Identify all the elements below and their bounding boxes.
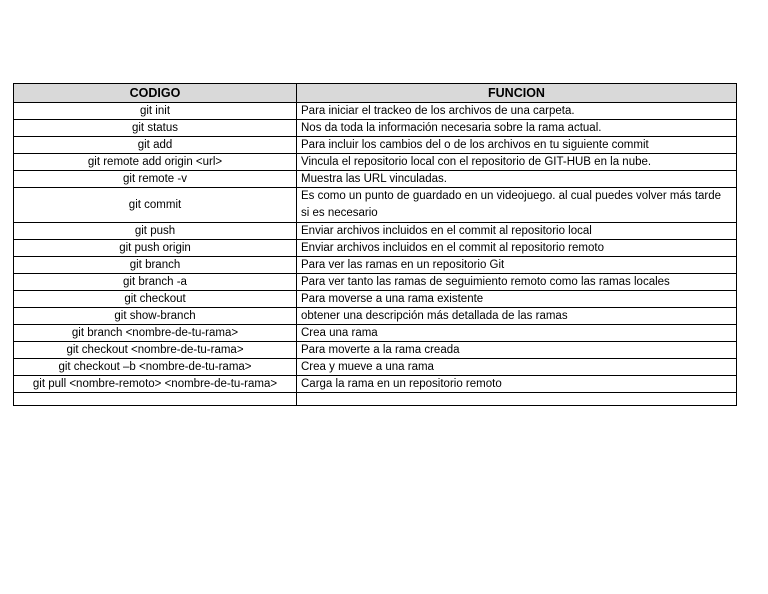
code-cell[interactable]: git checkout –b <nombre-de-tu-rama> xyxy=(14,359,297,376)
function-cell[interactable]: Para moverte a la rama creada xyxy=(297,342,737,359)
function-cell[interactable]: Para ver las ramas en un repositorio Git xyxy=(297,257,737,274)
git-commands-table xyxy=(13,83,737,406)
table-row xyxy=(14,308,737,325)
function-cell[interactable]: Enviar archivos incluidos en el commit al repositorio remoto xyxy=(297,240,737,257)
table-row xyxy=(14,171,737,188)
function-cell[interactable]: Muestra las URL vinculadas. xyxy=(297,171,737,188)
code-cell[interactable]: git remote -v xyxy=(14,171,297,188)
function-cell[interactable]: Crea una rama xyxy=(297,325,737,342)
code-cell[interactable]: git checkout <nombre-de-tu-rama> xyxy=(14,342,297,359)
empty-code-cell[interactable] xyxy=(14,393,297,406)
table-row xyxy=(14,274,737,291)
table-row xyxy=(14,342,737,359)
table-row xyxy=(14,154,737,171)
table-row xyxy=(14,325,737,342)
function-cell[interactable]: Para ver tanto las ramas de seguimiento remoto como las ramas locales xyxy=(297,274,737,291)
function-cell[interactable]: Carga la rama en un repositorio remoto xyxy=(297,376,737,393)
table-row xyxy=(14,223,737,240)
code-cell[interactable]: git checkout xyxy=(14,291,297,308)
table-row xyxy=(14,359,737,376)
header-funcion: FUNCION xyxy=(297,84,737,103)
code-cell[interactable]: git branch <nombre-de-tu-rama> xyxy=(14,325,297,342)
code-cell[interactable]: git remote add origin <url> xyxy=(14,154,297,171)
table-row xyxy=(14,137,737,154)
header-codigo: CODIGO xyxy=(14,84,297,103)
table-row xyxy=(14,188,737,223)
code-cell[interactable]: git init xyxy=(14,103,297,120)
code-cell[interactable]: git commit xyxy=(14,188,297,223)
function-cell[interactable]: obtener una descripción más detallada de las ramas xyxy=(297,308,737,325)
table-row xyxy=(14,240,737,257)
empty-function-cell[interactable] xyxy=(297,393,737,406)
table-row xyxy=(14,291,737,308)
table-row xyxy=(14,120,737,137)
empty-row xyxy=(14,393,737,406)
code-cell[interactable]: git add xyxy=(14,137,297,154)
function-cell[interactable]: Vincula el repositorio local con el repositorio de GIT-HUB en la nube. xyxy=(297,154,737,171)
code-cell[interactable]: git pull <nombre-remoto> <nombre-de-tu-rama> xyxy=(14,376,297,393)
code-cell[interactable]: git branch xyxy=(14,257,297,274)
table-row xyxy=(14,257,737,274)
code-cell[interactable]: git branch -a xyxy=(14,274,297,291)
function-cell[interactable]: Para incluir los cambios del o de los archivos en tu siguiente commit xyxy=(297,137,737,154)
table-header-row xyxy=(14,84,737,103)
function-cell[interactable]: Nos da toda la información necesaria sobre la rama actual. xyxy=(297,120,737,137)
function-cell[interactable]: Enviar archivos incluidos en el commit al repositorio local xyxy=(297,223,737,240)
code-cell[interactable]: git push origin xyxy=(14,240,297,257)
code-cell[interactable]: git status xyxy=(14,120,297,137)
function-cell[interactable]: Para iniciar el trackeo de los archivos de una carpeta. xyxy=(297,103,737,120)
code-cell[interactable]: git push xyxy=(14,223,297,240)
function-cell[interactable]: Para moverse a una rama existente xyxy=(297,291,737,308)
spreadsheet-area xyxy=(13,83,736,406)
table-row xyxy=(14,376,737,393)
table-row xyxy=(14,103,737,120)
function-cell[interactable]: Es como un punto de guardado en un videojuego. al cual puedes volver más tarde si es necesario xyxy=(297,188,737,223)
code-cell[interactable]: git show-branch xyxy=(14,308,297,325)
function-cell[interactable]: Crea y mueve a una rama xyxy=(297,359,737,376)
